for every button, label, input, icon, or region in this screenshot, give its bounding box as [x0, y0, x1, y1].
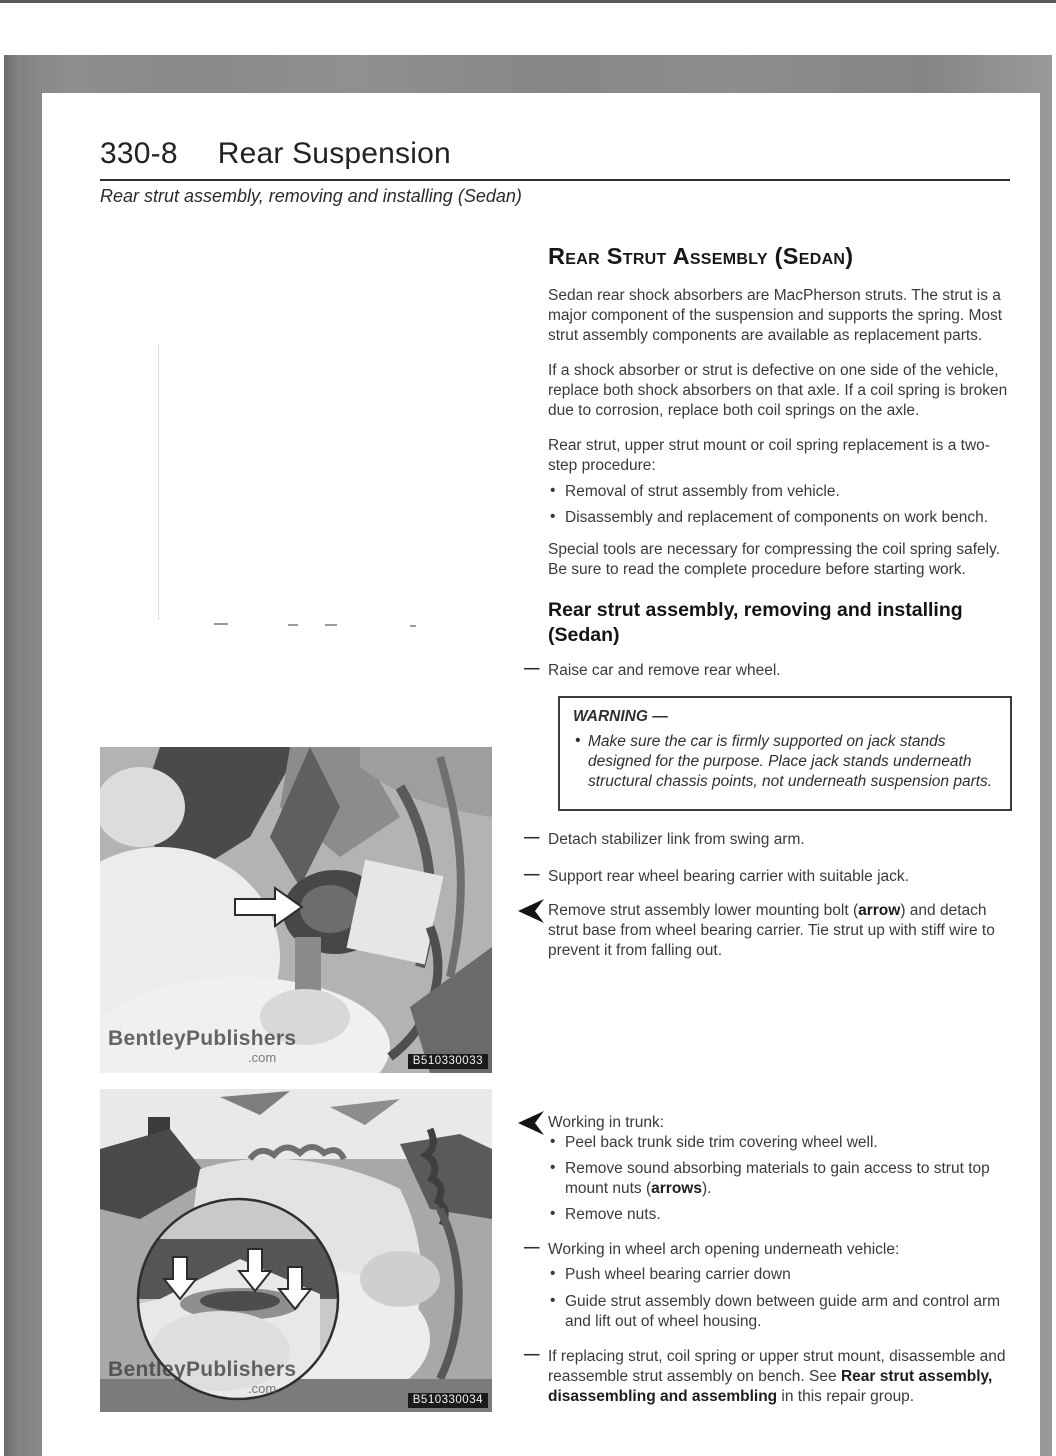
article-subheading: Rear strut assembly, removing and installing (Sedan): [548, 599, 963, 646]
photo-trunk-strut-top-mount: [100, 1089, 492, 1412]
step-remove-lower-bolt: [548, 901, 1014, 961]
step-raise-car: [524, 660, 1014, 681]
bullet-glyph: •: [550, 1205, 556, 1222]
bullet-glyph: •: [550, 482, 556, 499]
warning-item: [573, 732, 997, 792]
step-text: Raise car and remove rear wheel.: [548, 662, 781, 679]
watermark: BentleyPublishers: [108, 1358, 297, 1381]
watermark-domain: .com: [248, 1050, 277, 1065]
step-text-post: ) and detach strut base from wheel bearing carrier. Tie strut up with stiff wire to prevent it from falling out.: [548, 902, 995, 959]
step-text-bold: arrow: [858, 902, 901, 919]
dash-marker: —: [524, 1239, 540, 1256]
step-wheel-arch: [524, 1239, 1014, 1332]
step-text-pre: Remove strut assembly lower mounting bolt (: [548, 902, 859, 919]
dash-marker: —: [524, 829, 540, 846]
manual-page: [42, 93, 1040, 1456]
scan-artifact-mark: [325, 624, 337, 626]
procedure-intro: Rear strut, upper strut mount or coil spring replacement is a two-step procedure:: [548, 437, 990, 474]
step-label: Working in wheel arch opening underneath vehicle:: [548, 1241, 900, 1258]
section-title: Rear Suspension: [217, 137, 451, 170]
list-item: [548, 508, 1014, 528]
bullet-glyph: •: [550, 1292, 556, 1309]
step-text-pre: If replacing strut, coil spring or upper strut mount, disassemble and reassemble strut assembly on bench. See: [548, 1348, 1006, 1385]
page-subtitle: Rear strut assembly, removing and installing (Sedan): [100, 186, 522, 206]
watermark-domain: .com: [248, 1381, 277, 1396]
watermark: BentleyPublishers: [108, 1027, 297, 1050]
step-text-bold: Rear strut assembly, disassembling and assembling: [548, 1368, 993, 1405]
procedure-list: [548, 482, 1014, 528]
list-item-text: Remove nuts.: [565, 1206, 661, 1223]
step-detach-stabilizer: [524, 829, 1014, 850]
callout-arrowhead-icon: [518, 899, 545, 924]
list-item-text: Push wheel bearing carrier down: [565, 1266, 791, 1283]
list-item: [548, 482, 1014, 502]
bullet-glyph: •: [575, 732, 581, 749]
step-label: Working in trunk:: [548, 1114, 665, 1131]
trunk-sublist: [548, 1133, 1014, 1225]
intro-paragraph-2: If a shock absorber or strut is defective on one side of the vehicle, replace both shock absorbers on that axle. If a coil spring is broken due to corrosion, replace both coil springs on the axle.: [548, 362, 1008, 419]
scan-artifact-dotted-line: [158, 345, 159, 620]
text-column: [524, 243, 1014, 1422]
callout-arrowhead-icon: [518, 1111, 545, 1136]
photo-id-badge: B510330034: [408, 1393, 488, 1408]
list-item: [548, 1133, 1014, 1153]
photo-strut-lower-mount-image: [100, 747, 492, 1073]
bullet-glyph: •: [550, 508, 556, 525]
bullet-glyph: •: [550, 1265, 556, 1282]
list-item: [548, 1265, 1014, 1285]
page-title: [100, 137, 1012, 171]
dash-marker: —: [524, 1346, 540, 1363]
step-working-in-trunk: [548, 1113, 1014, 1225]
special-tools-note: Special tools are necessary for compressing the coil spring safely. Be sure to read the complete procedure before starting work.: [548, 541, 1001, 578]
list-item-text: Guide strut assembly down between guide arm and control arm and lift out of wheel housing.: [565, 1293, 1001, 1330]
step-replace-on-bench: [524, 1346, 1014, 1407]
scan-artifact-mark: [288, 624, 298, 626]
warning-label: WARNING —: [573, 708, 668, 725]
list-item: [548, 1205, 1014, 1225]
step-support-carrier: [524, 866, 1014, 887]
bullet-glyph: •: [550, 1133, 556, 1150]
section-number: 330-8: [100, 137, 178, 170]
photo-id-badge: B510330033: [408, 1054, 488, 1069]
scan-left-streak: [4, 55, 20, 1456]
warning-text: Make sure the car is firmly supported on jack stands designed for the purpose. Place jack stands underneath structural chassis points, not underneath suspension parts.: [588, 733, 993, 790]
bullet-glyph: •: [550, 1159, 556, 1176]
article-heading: Rear Strut Assembly (Sedan): [548, 243, 854, 269]
dash-marker: —: [524, 660, 540, 677]
step-text-post: in this repair group.: [777, 1388, 915, 1405]
scanner-top-edge: [0, 0, 1056, 3]
page-header: [100, 137, 1012, 207]
intro-paragraph-1: Sedan rear shock absorbers are MacPherson struts. The strut is a major component of the suspension and supports the spring. Most strut assembly components are available as replacement parts.: [548, 287, 1003, 344]
step-text: Detach stabilizer link from swing arm.: [548, 831, 805, 848]
list-item-text-post: ).: [702, 1180, 712, 1197]
warning-box: [558, 696, 1012, 811]
dash-marker: —: [524, 866, 540, 883]
scan-artifact-mark: [214, 623, 228, 625]
list-item-text-bold: arrows: [651, 1180, 702, 1197]
photo-strut-lower-mount: [100, 747, 492, 1073]
scan-artifact-mark: [410, 625, 416, 627]
step-text: Support rear wheel bearing carrier with suitable jack.: [548, 868, 909, 885]
list-item-text-pre: Remove sound absorbing materials to gain access to strut top mount nuts (: [565, 1160, 990, 1197]
list-item: [548, 1159, 1014, 1199]
list-item-text: Peel back trunk side trim covering wheel well.: [565, 1134, 878, 1151]
wheel-arch-sublist: [548, 1265, 1014, 1332]
list-item-text: Disassembly and replacement of components on work bench.: [565, 509, 989, 526]
header-rule: [100, 179, 1010, 181]
list-item: [548, 1292, 1014, 1332]
list-item-text: Removal of strut assembly from vehicle.: [565, 483, 840, 500]
